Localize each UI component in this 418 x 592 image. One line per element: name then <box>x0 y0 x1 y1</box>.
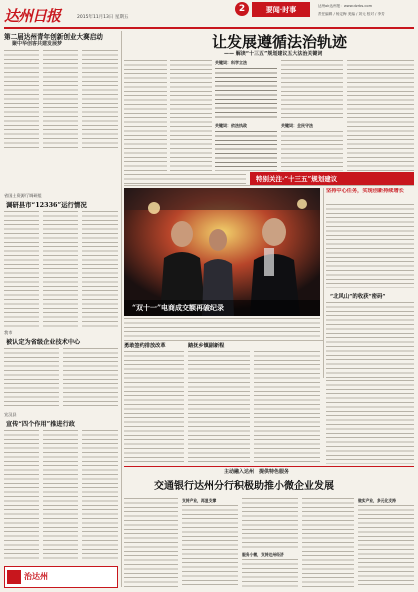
left-story-1-body-3 <box>82 50 118 150</box>
mid-story-2-title: 踏抚乡镇副新程 <box>188 343 225 349</box>
mid-top-rule <box>124 340 323 341</box>
newspaper-logo <box>4 5 74 25</box>
lead-sub-3: 关键词：全民守法 <box>281 123 313 128</box>
column-rule-left <box>121 31 122 587</box>
mid-story-2 <box>188 342 320 380</box>
bottom-col-1 <box>124 498 178 588</box>
news-photo <box>124 188 320 316</box>
lead-body-col-5 <box>347 60 414 172</box>
stage-photo-graphic <box>124 188 320 316</box>
bottom-col-3 <box>242 498 298 548</box>
mid-story-1-body <box>124 351 184 380</box>
right-story-1 <box>326 188 414 288</box>
mid-story-1-title: 勇敢签约排放改革 <box>124 343 166 349</box>
left-story-1-subtitle: 聚中华创客共建发展梦 <box>12 41 63 47</box>
left-story-2 <box>4 193 118 328</box>
lead-body-col-2 <box>170 60 212 172</box>
bottom-sub-2: 服务小微，支持达州经济 <box>242 552 284 557</box>
left-story-4-kicker: 宣汉县 <box>4 412 17 417</box>
left-story-3 <box>4 330 118 410</box>
right-story-2 <box>326 292 414 378</box>
mid-story-2-body <box>188 351 250 380</box>
left-story-2-kicker: 省国土资源厅调研组 <box>4 193 42 198</box>
right-story-1-body <box>326 204 414 288</box>
bottom-col-2 <box>182 505 238 588</box>
photo-caption-bar <box>124 300 320 316</box>
left-story-3-title: 被认定为省级企业技术中心 <box>6 339 81 346</box>
bottom-col-3b <box>242 559 298 588</box>
lead-bottom-rule <box>124 185 414 186</box>
column-rule-right <box>323 188 324 378</box>
lead-body-col-6 <box>124 174 246 184</box>
editor-line: 责任编辑 / 杨定梅 美编 / 刘元 校对 / 李芳 <box>318 12 385 16</box>
left-story-2-body-2 <box>43 211 78 328</box>
left-story-4-body-2 <box>43 430 78 562</box>
bottom-sub-3: 做实产业，多元化支持 <box>358 498 396 503</box>
right-story-2-body <box>326 302 414 378</box>
right-story-2-title: “北风山”的收获“密码” <box>330 294 386 300</box>
left-story-1 <box>4 31 118 151</box>
bottom-title: 交通银行达州分行积极助推小微企业发展 <box>154 481 334 492</box>
lead-body-col-3b <box>215 131 277 171</box>
left-story-2-body-3 <box>82 211 118 328</box>
issue-date: 2015年11月13日 星期五 <box>77 15 129 20</box>
left-story-1-body-2 <box>43 50 78 150</box>
left-story-4 <box>4 412 118 562</box>
left-story-4-title: 宣传“四个作用”推进行政 <box>6 421 75 428</box>
page-number <box>235 2 251 16</box>
mid-story-2-body-2 <box>254 351 320 380</box>
bottom-col-5 <box>358 505 414 588</box>
bottom-col-4 <box>302 498 354 588</box>
lead-headline-block <box>124 30 414 62</box>
page-number-text: 2 <box>235 2 249 16</box>
logo-text: 达州日报 <box>4 7 61 25</box>
section-tab: 要闻·时事 <box>252 2 310 17</box>
lead-sub-1: 关键词：科学立法 <box>215 60 247 65</box>
lead-sub-2: 关键词：依法执政 <box>215 123 247 128</box>
special-attention-bar <box>250 172 414 185</box>
lead-kicker: —— 解读“十三五”规划建议五大法治关键词 <box>224 51 323 57</box>
bottom-body <box>124 498 414 588</box>
lead-body-col-4 <box>281 60 343 120</box>
contact-line: 达州ok达州报：www.dzrbs.com <box>318 4 373 8</box>
bottom-feature-head <box>124 468 414 498</box>
mid-lower-col-3 <box>254 382 320 464</box>
left-story-4-body-3 <box>82 430 118 562</box>
lead-body-col-3 <box>215 68 277 120</box>
mid-story-1 <box>124 342 184 380</box>
bottom-kicker: 主动融入达州 提供特色服务 <box>224 469 290 475</box>
photo-credit-text <box>124 318 320 338</box>
bottom-sub-1: 支持产业，再显支撑 <box>182 498 217 503</box>
lead-title: 让发展遵循法治轨迹 <box>212 33 348 51</box>
left-story-3-body-2 <box>63 348 118 408</box>
left-story-1-body <box>4 50 39 150</box>
left-story-2-title: 调研县市“12336”运行情况 <box>6 201 87 209</box>
mid-lower-col-1 <box>124 382 184 464</box>
special-attention-label: 特别关注·“十三五”规划建议 <box>256 175 338 183</box>
left-footer-box <box>4 566 118 588</box>
lead-body-col-1 <box>124 60 167 172</box>
photo-caption: “双十一”电商成交额再破纪录 <box>132 303 225 312</box>
left-footer-text: 治达州 <box>24 571 48 581</box>
right-story-1-title: 坚持中心任务，实现创新持续增长 <box>326 188 404 194</box>
masthead-rule <box>4 27 414 29</box>
mid-lower-col-2 <box>188 382 250 464</box>
left-story-3-body <box>4 348 59 408</box>
left-footer-badge <box>7 570 21 584</box>
masthead <box>0 0 418 30</box>
right-lower-col <box>326 380 414 464</box>
left-story-4-body <box>4 430 39 562</box>
left-story-1-title: 第二届达州青年创新创业大赛启动 <box>4 33 103 41</box>
left-story-2-body <box>4 211 39 328</box>
bottom-top-rule <box>124 466 414 467</box>
left-story-3-kicker: 我市 <box>4 330 13 335</box>
lead-body-col-4b <box>281 131 343 171</box>
